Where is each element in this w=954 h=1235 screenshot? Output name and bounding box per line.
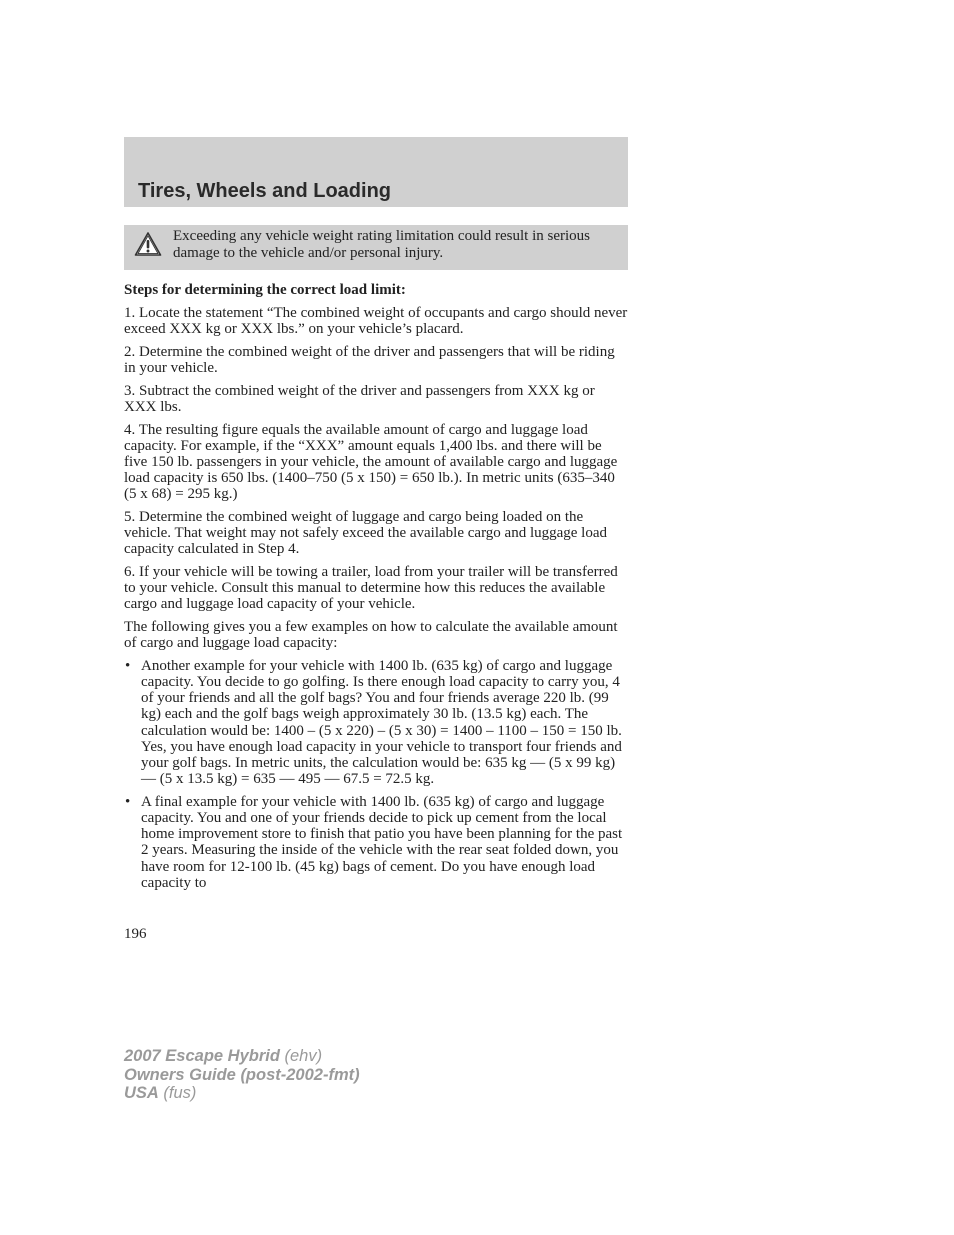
step-paragraph: 6. If your vehicle will be towing a trailer, load from your trailer will be transferred to your vehicle. Consult this manual to determine how this reduces the available cargo and luggage load capacity of your vehicle. xyxy=(124,564,618,613)
section-header-band xyxy=(124,137,628,207)
steps-heading: Steps for determining the correct load limit: xyxy=(124,282,406,298)
footer-guide-name: Owners Guide (post-2002-fmt) xyxy=(124,1065,360,1084)
example-text: Another example for your vehicle with 1400 lb. (635 kg) of cargo and luggage capacity. You decide to go golfing. Is there enough load capacity to carry you, 4 of your friends and all the golf bags? You and four friends average 220 lb. (99 kg) each and the golf bags weigh approximately 30 lb. (13.5 kg) each. The calculation would be: 1400 – (5 x 220) – (5 x 30) = 1400 – 1100 – 150 = 150 lb. Yes, you have enough load capacity in your vehicle to transport four friends and your golf bags. In metric units, the calculation would be: 635 kg — (5 x 99 kg) — (5 x 13.5 kg) = 635 — 495 — 67.5 = 72.5 kg. xyxy=(141,657,622,788)
footer-model-name: 2007 Escape Hybrid xyxy=(124,1047,280,1065)
example-text: A final example for your vehicle with 1400 lb. (635 kg) of cargo and luggage capacity. You and one of your friends decide to pick up cement from the local home improvement store to finish that patio you have been planning for the past 2 years. Measuring the inside of the vehicle with the rear seat folded down, you have room for 12-100 lb. (45 kg) bags of cement. Do you have enough load capacity to xyxy=(141,793,623,891)
footer-model-code: (ehv) xyxy=(279,1047,323,1065)
page-number: 196 xyxy=(124,926,147,942)
warning-box xyxy=(124,225,628,270)
step-paragraph: 2. Determine the combined weight of the driver and passengers that will be riding in your vehicle. xyxy=(124,344,615,377)
footer-market-name: USA xyxy=(124,1084,159,1102)
warning-triangle-icon xyxy=(134,231,162,257)
footer-market-code: (fus) xyxy=(158,1084,197,1102)
step-paragraph: 1. Locate the statement “The combined weight of occupants and cargo should never exceed XXX kg or XXX lbs.” on your vehicle’s placard. xyxy=(124,305,628,338)
footer-document-info xyxy=(124,1047,360,1103)
section-title: Tires, Wheels and Loading xyxy=(138,180,392,202)
bullet: • xyxy=(125,657,131,674)
warning-text: Exceeding any vehicle weight rating limitation could result in serious damage to the vehicle and/or personal injury. xyxy=(173,228,590,261)
main-content xyxy=(124,282,628,897)
step-paragraph: 5. Determine the combined weight of luggage and cargo being loaded on the vehicle. That weight may not safely exceed the available cargo and luggage load capacity calculated in Step 4. xyxy=(124,509,608,558)
examples-intro: The following gives you a few examples on how to calculate the available amount of cargo and luggage load capacity: xyxy=(124,619,618,652)
footer-line-guide xyxy=(124,1066,360,1085)
step-paragraph: 3. Subtract the combined weight of the driver and passengers from XXX kg or XXX lbs. xyxy=(124,382,595,415)
footer-line-model xyxy=(124,1047,360,1066)
examples-list xyxy=(124,658,628,891)
step-paragraph: 4. The resulting figure equals the available amount of cargo and luggage load capacity. For example, if the “XXX” amount equals 1,400 lbs. and there will be five 150 lb. passengers in your vehicle, the amount of available cargo and luggage load capacity is 650 lbs. (1400–750 (5 x 150) = 650 lb.). In metric units (635–340 (5 x 68) = 295 kg.) xyxy=(124,421,618,503)
list-item xyxy=(124,658,628,788)
list-item xyxy=(124,794,628,891)
footer-line-market xyxy=(124,1084,360,1103)
bullet: • xyxy=(125,793,131,810)
